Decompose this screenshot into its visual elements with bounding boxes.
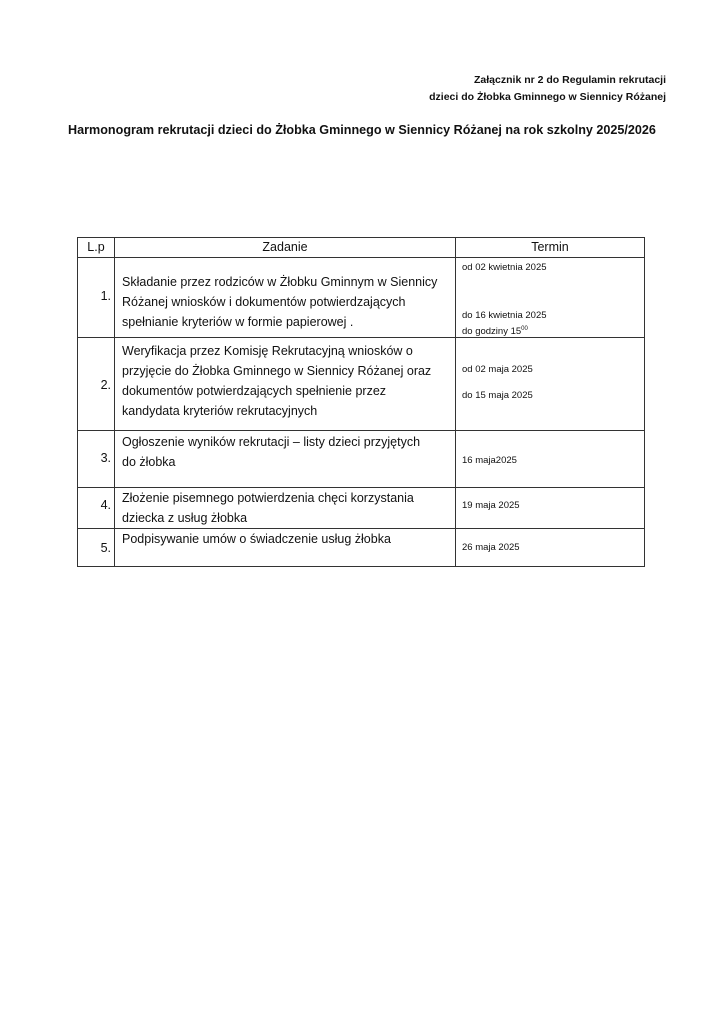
row-term xyxy=(456,338,645,431)
row-number-text: 3. xyxy=(100,451,111,465)
table-row xyxy=(78,488,645,529)
term-to: do 16 kwietnia 2025 xyxy=(462,310,547,321)
table-row xyxy=(78,529,645,567)
row-term xyxy=(456,488,645,529)
row-number xyxy=(78,488,115,529)
row-number-text: 5. xyxy=(100,541,111,555)
row-term xyxy=(456,431,645,488)
table-header-row xyxy=(78,238,645,258)
document-title: Harmonogram rekrutacji dzieci do Żłobka Gminnego w Siennicy Różanej na rok szkolny 2025/2026 xyxy=(68,123,656,137)
table-row xyxy=(78,258,645,338)
row-number xyxy=(78,258,115,338)
row-task: Podpisywanie umów o świadczenie usług żłobka xyxy=(115,529,456,567)
header-lp: L.p xyxy=(78,238,115,258)
row-number-text: 2. xyxy=(100,378,111,392)
annex-line-2: dzieci do Żłobka Gminnego w Siennicy Różanej xyxy=(429,91,666,103)
row-task: Składanie przez rodziców w Żłobku Gminnym w Siennicy Różanej wniosków i dokumentów potwierdzających spełnianie kryteriów w formie papierowej . xyxy=(115,258,456,338)
schedule-table xyxy=(77,237,645,567)
row-term xyxy=(456,529,645,567)
row-number-text: 1. xyxy=(100,289,111,303)
term-date: 16 maja2025 xyxy=(462,455,517,466)
header-task: Zadanie xyxy=(115,238,456,258)
row-number xyxy=(78,431,115,488)
table-row xyxy=(78,431,645,488)
term-hour-sup: 00 xyxy=(521,326,528,332)
term-hour-text: do godziny 15 xyxy=(462,326,522,338)
row-task: Ogłoszenie wyników rekrutacji – listy dzieci przyjętych do żłobka xyxy=(115,431,456,488)
term-from: od 02 maja 2025 xyxy=(462,364,533,375)
row-number xyxy=(78,338,115,431)
row-number xyxy=(78,529,115,567)
table-row xyxy=(78,338,645,431)
term-from: od 02 kwietnia 2025 xyxy=(462,262,547,273)
row-task: Złożenie pisemnego potwierdzenia chęci korzystania dziecka z usług żłobka xyxy=(115,488,456,529)
row-term xyxy=(456,258,645,338)
row-task: Weryfikacja przez Komisję Rekrutacyjną wniosków o przyjęcie do Żłobka Gminnego w Siennicy Różanej oraz dokumentów potwierdzających spełnienie przez kandydata kryteriów rekrutacyjnych xyxy=(115,338,456,431)
row-number-text: 4. xyxy=(100,498,111,512)
annex-line-1: Załącznik nr 2 do Regulamin rekrutacji xyxy=(474,74,666,86)
header-term: Termin xyxy=(456,238,645,258)
term-date: 26 maja 2025 xyxy=(462,542,520,553)
annex-header xyxy=(429,72,666,106)
term-hour xyxy=(462,326,528,337)
term-to: do 15 maja 2025 xyxy=(462,390,533,401)
term-date: 19 maja 2025 xyxy=(462,500,520,511)
